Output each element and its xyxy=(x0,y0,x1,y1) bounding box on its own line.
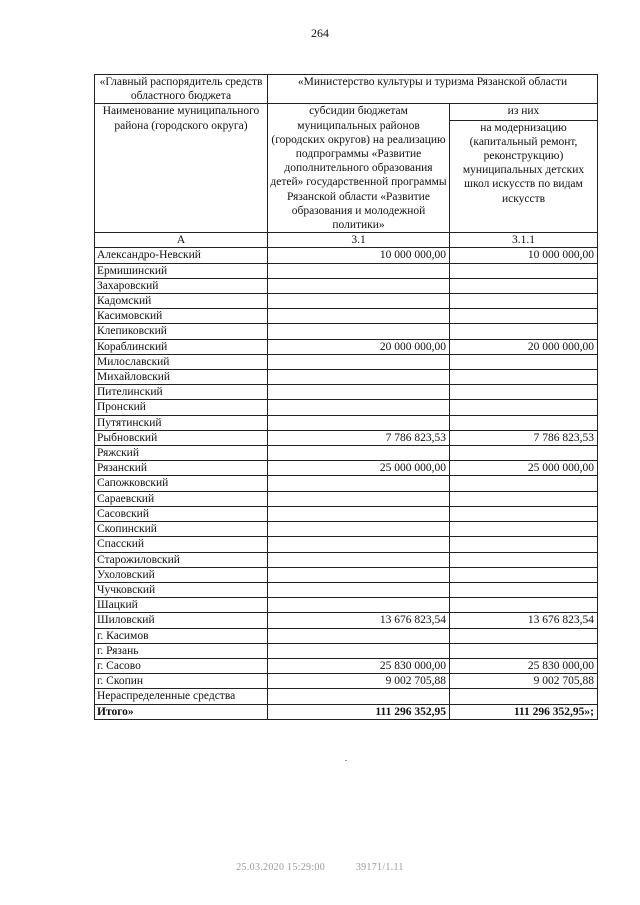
cell-subsidy xyxy=(268,598,450,613)
cell-name: Александро-Невский xyxy=(95,248,268,263)
col-name-header: Наименование муниципального района (городского округа) xyxy=(95,104,268,233)
cell-subsidy xyxy=(268,354,450,369)
footer-timestamp: 25.03.2020 15:29:00 xyxy=(236,862,326,873)
distributor-value: «Министерство культуры и туризма Рязанской области xyxy=(268,75,598,104)
table-row xyxy=(95,582,598,597)
cell-subsidy xyxy=(268,476,450,491)
cell-modernization xyxy=(450,598,598,613)
footer-code: 39171/1.11 xyxy=(355,862,404,873)
cell-modernization: 7 786 823,53 xyxy=(450,430,598,445)
code-3-1-1: 3.1.1 xyxy=(450,233,598,248)
cell-modernization xyxy=(450,567,598,582)
cell-subsidy xyxy=(268,491,450,506)
cell-subsidy: 25 830 000,00 xyxy=(268,658,450,673)
cell-subsidy xyxy=(268,263,450,278)
distributor-label: «Главный распорядитель средств областного бюджета xyxy=(95,75,268,104)
cell-modernization xyxy=(450,582,598,597)
table-row xyxy=(95,415,598,430)
cell-subsidy xyxy=(268,552,450,567)
table-row xyxy=(95,278,598,293)
cell-modernization: 9 002 705,88 xyxy=(450,674,598,689)
cell-modernization: 20 000 000,00 xyxy=(450,339,598,354)
code-3-1: 3.1 xyxy=(268,233,450,248)
cell-subsidy: 20 000 000,00 xyxy=(268,339,450,354)
table-row xyxy=(95,506,598,521)
cell-modernization xyxy=(450,278,598,293)
cell-name: Пителинский xyxy=(95,385,268,400)
cell-modernization xyxy=(450,446,598,461)
cell-name: Сараевский xyxy=(95,491,268,506)
cell-name: Сасовский xyxy=(95,506,268,521)
cell-modernization: 25 000 000,00 xyxy=(450,461,598,476)
cell-name: г. Скопин xyxy=(95,674,268,689)
page-number: 264 xyxy=(311,26,329,40)
cell-modernization xyxy=(450,522,598,537)
cell-subsidy xyxy=(268,415,450,430)
cell-subsidy xyxy=(268,689,450,704)
cell-name: Спасский xyxy=(95,537,268,552)
cell-subsidy: 25 000 000,00 xyxy=(268,461,450,476)
cell-subsidy xyxy=(268,628,450,643)
total-name: Итого» xyxy=(95,704,268,719)
table-row xyxy=(95,628,598,643)
column-header-row xyxy=(95,104,598,233)
cell-subsidy xyxy=(268,324,450,339)
cell-name: г. Рязань xyxy=(95,643,268,658)
modernization-label: на модернизацию (капитальный ремонт, реконструкцию) муниципальных детских школ искусств по видам искусств xyxy=(462,121,585,205)
cell-modernization xyxy=(450,476,598,491)
cell-subsidy xyxy=(268,582,450,597)
cell-modernization xyxy=(450,552,598,567)
table-row xyxy=(95,430,598,445)
codes-row xyxy=(95,233,598,248)
cell-subsidy xyxy=(268,643,450,658)
cell-name: Касимовский xyxy=(95,309,268,324)
col-modernization-header xyxy=(450,104,598,233)
col-subsidy-header: субсидии бюджетам муниципальных районов (городских округов) на реализацию подпрограммы «Развитие дополнительного образования детей» государственной программы Рязанской области «Развитие образования и молодежной политики» xyxy=(268,104,450,233)
cell-modernization xyxy=(450,415,598,430)
cell-modernization xyxy=(450,385,598,400)
cell-subsidy xyxy=(268,385,450,400)
cell-subsidy: 7 786 823,53 xyxy=(268,430,450,445)
table-row xyxy=(95,400,598,415)
cell-modernization xyxy=(450,354,598,369)
cell-name: Ухоловский xyxy=(95,567,268,582)
table-row xyxy=(95,294,598,309)
cell-name: Кадомский xyxy=(95,294,268,309)
cell-modernization xyxy=(450,263,598,278)
table-row xyxy=(95,537,598,552)
table-row xyxy=(95,674,598,689)
cell-subsidy xyxy=(268,522,450,537)
table-row xyxy=(95,354,598,369)
table-row xyxy=(95,552,598,567)
table-row xyxy=(95,248,598,263)
cell-modernization xyxy=(450,370,598,385)
cell-name: Скопинский xyxy=(95,522,268,537)
cell-name: Рыбновский xyxy=(95,430,268,445)
total-subsidy: 111 296 352,95 xyxy=(268,704,450,719)
table-row xyxy=(95,598,598,613)
table-row xyxy=(95,263,598,278)
cell-modernization xyxy=(450,400,598,415)
cell-subsidy: 13 676 823,54 xyxy=(268,613,450,628)
cell-modernization xyxy=(450,309,598,324)
cell-subsidy xyxy=(268,506,450,521)
of-them-label: из них xyxy=(450,104,597,120)
scan-speck xyxy=(345,760,347,761)
cell-subsidy xyxy=(268,294,450,309)
table-row xyxy=(95,476,598,491)
cell-modernization xyxy=(450,324,598,339)
total-row xyxy=(95,704,598,719)
table-row xyxy=(95,522,598,537)
cell-subsidy xyxy=(268,370,450,385)
footer xyxy=(0,862,640,873)
cell-modernization xyxy=(450,689,598,704)
cell-name: Пронский xyxy=(95,400,268,415)
cell-subsidy: 9 002 705,88 xyxy=(268,674,450,689)
cell-name: Путятинский xyxy=(95,415,268,430)
table-row xyxy=(95,339,598,354)
table-row xyxy=(95,385,598,400)
cell-name: Ряжский xyxy=(95,446,268,461)
cell-subsidy xyxy=(268,309,450,324)
cell-name: Нераспределенные средства xyxy=(95,689,268,704)
table-row xyxy=(95,658,598,673)
cell-modernization xyxy=(450,628,598,643)
table-row xyxy=(95,446,598,461)
cell-subsidy xyxy=(268,278,450,293)
cell-name: г. Касимов xyxy=(95,628,268,643)
cell-modernization: 13 676 823,54 xyxy=(450,613,598,628)
cell-name: Сапожковский xyxy=(95,476,268,491)
table-row xyxy=(95,370,598,385)
code-a: А xyxy=(95,233,268,248)
cell-name: Рязанский xyxy=(95,461,268,476)
table-row xyxy=(95,643,598,658)
cell-modernization xyxy=(450,491,598,506)
cell-name: г. Сасово xyxy=(95,658,268,673)
table-row xyxy=(95,309,598,324)
cell-modernization: 25 830 000,00 xyxy=(450,658,598,673)
table-row xyxy=(95,324,598,339)
cell-name: Кораблинский xyxy=(95,339,268,354)
cell-subsidy xyxy=(268,567,450,582)
cell-modernization: 10 000 000,00 xyxy=(450,248,598,263)
cell-subsidy xyxy=(268,537,450,552)
budget-table xyxy=(94,74,598,720)
cell-subsidy xyxy=(268,446,450,461)
cell-name: Ермишинский xyxy=(95,263,268,278)
cell-modernization xyxy=(450,537,598,552)
table-row xyxy=(95,613,598,628)
cell-name: Чучковский xyxy=(95,582,268,597)
distributor-row xyxy=(95,75,598,104)
table-row xyxy=(95,461,598,476)
cell-name: Михайловский xyxy=(95,370,268,385)
cell-subsidy xyxy=(268,400,450,415)
table-row xyxy=(95,689,598,704)
cell-modernization xyxy=(450,294,598,309)
cell-name: Клепиковский xyxy=(95,324,268,339)
cell-name: Захаровский xyxy=(95,278,268,293)
cell-name: Шиловский xyxy=(95,613,268,628)
total-modernization: 111 296 352,95»; xyxy=(450,704,598,719)
table-row xyxy=(95,491,598,506)
cell-name: Шацкий xyxy=(95,598,268,613)
cell-modernization xyxy=(450,643,598,658)
cell-subsidy: 10 000 000,00 xyxy=(268,248,450,263)
cell-name: Милославский xyxy=(95,354,268,369)
table-row xyxy=(95,567,598,582)
cell-modernization xyxy=(450,506,598,521)
cell-name: Старожиловский xyxy=(95,552,268,567)
